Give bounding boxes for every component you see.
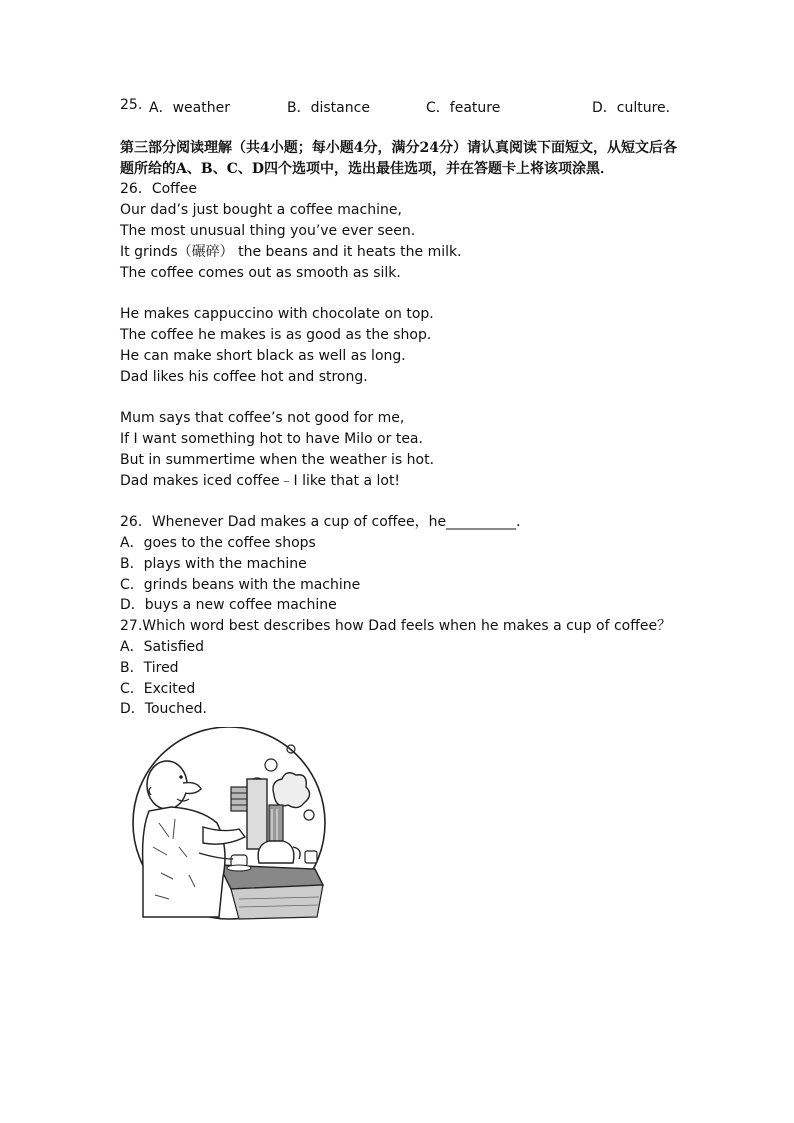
question-27-option-d: D．Touched．	[120, 701, 217, 717]
poem-line: If I want something hot to have Milo or tea．	[120, 431, 433, 447]
q25-number: 25.	[120, 97, 143, 113]
q25-options	[0, 97, 794, 117]
poem-line: Mum says that coffee’s not good for me,	[120, 410, 405, 426]
poem-line: The coffee comes out as smooth as silk．	[120, 265, 411, 281]
poem-line: But in summertime when the weather is hot．	[120, 452, 444, 468]
question-26-option-c: C．grinds beans with the machine	[120, 577, 361, 593]
poem-line: The coffee he makes is as good as the shop．	[120, 327, 441, 343]
question-26-stem: 26．Whenever Dad makes a cup of coffee，he__________．	[120, 514, 531, 530]
man-making-coffee-illustration	[119, 727, 333, 921]
question-27-stem: 27.Which word best describes how Dad feels when he makes a cup of coffee？	[120, 618, 672, 634]
passage-title: 26．Coffee	[120, 181, 198, 197]
section-heading: 第三部分阅读理解（共4小题；每小题4分，满分24分）请认真阅读下面短文，从短文后各题所给的A、B、C、D四个选项中，选出最佳选项，并在答题卡上将该项涂黑．	[120, 140, 677, 177]
question-27-option-b: B．Tired	[120, 660, 179, 676]
question-26-option-b: B．plays with the machine	[120, 556, 307, 572]
question-26-option-a: A．goes to the coffee shops	[120, 535, 316, 551]
question-27-option-c: C．Excited	[120, 681, 196, 697]
question-27-option-a: A．Satisfied	[120, 639, 205, 655]
poem-line: Our dad’s just bought a coffee machine,	[120, 202, 402, 218]
q25-option-c: C．feature	[426, 100, 501, 116]
q25-option-b: B．distance	[287, 100, 370, 116]
poem-line: Dad likes his coffee hot and strong．	[120, 369, 378, 385]
q25-option-a: A．weather	[149, 100, 230, 116]
poem-line: It grinds（碾碎） the beans and it heats the milk．	[120, 244, 472, 260]
poem-line: He makes cappuccino with chocolate on top．	[120, 306, 444, 322]
poem-line: Dad makes iced coffee﹣I like that a lot!	[120, 473, 401, 489]
poem-line: The most unusual thing you’ve ever seen.	[120, 223, 416, 239]
q25-option-d: D．culture．	[592, 100, 680, 116]
poem-line: He can make short black as well as long．	[120, 348, 416, 364]
question-26-option-d: D．buys a new coffee machine	[120, 597, 337, 613]
